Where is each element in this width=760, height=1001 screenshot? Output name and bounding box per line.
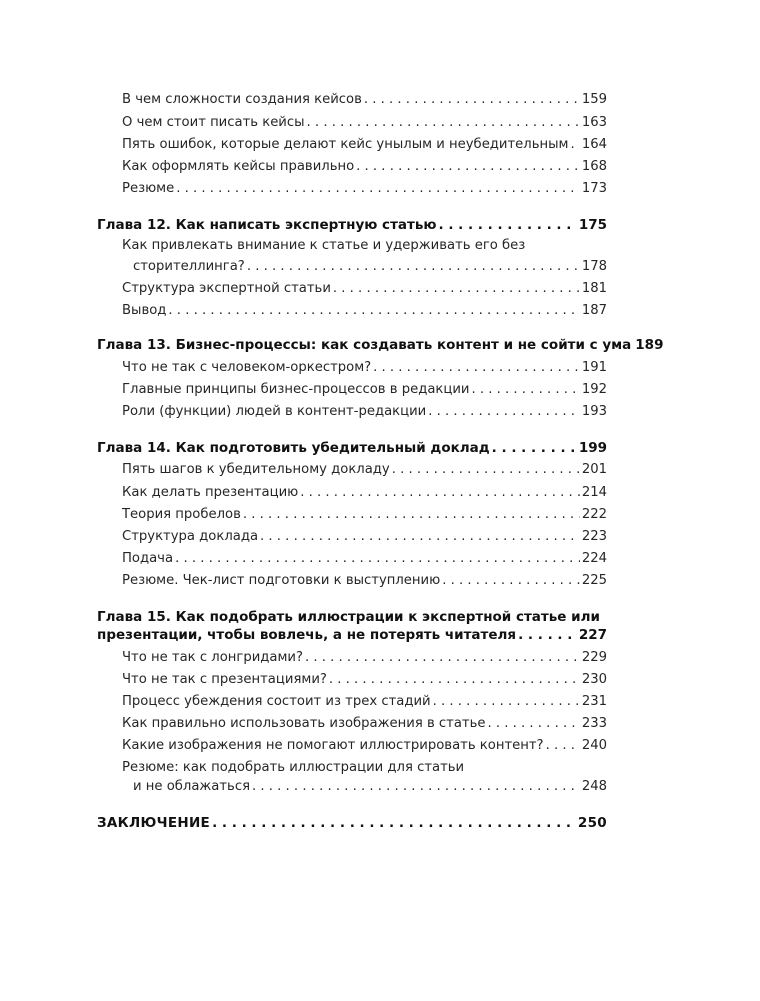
leader-dots	[175, 551, 580, 566]
toc-chapter-12	[97, 217, 607, 233]
toc-entry-title: В чем сложности создания кейсов	[122, 92, 362, 107]
toc-entry-page: 193	[581, 404, 607, 419]
leader-dots	[428, 404, 580, 419]
toc-entry-page: 240	[581, 738, 607, 753]
toc-entry	[122, 92, 607, 107]
toc-entry-title: Какие изображения не помогают иллюстрировать контент?	[122, 738, 544, 753]
leader-dots	[492, 440, 577, 456]
leader-dots	[392, 462, 580, 477]
toc-entry-page: 230	[581, 672, 607, 687]
toc-entry-page: 178	[581, 259, 607, 274]
toc-entry-page: 181	[581, 281, 607, 296]
toc-entry-title: Что не так с лонгридами?	[122, 650, 303, 665]
toc-entry-title: Резюме	[122, 181, 175, 196]
toc-entry	[122, 360, 607, 375]
toc-chapter-14	[97, 440, 607, 456]
toc-entry-page: 192	[581, 382, 607, 397]
leader-dots	[305, 650, 580, 665]
chapter-title: Глава 14. Как подготовить убедительный доклад	[97, 440, 490, 456]
toc-entry	[122, 137, 607, 152]
toc-entry	[122, 694, 607, 709]
toc-entry-title: Главные принципы бизнес-процессов в редакции	[122, 382, 470, 397]
leader-dots	[212, 815, 576, 831]
toc-entry-page: 173	[581, 181, 607, 196]
toc-entry-title: Пять шагов к убедительному докладу	[122, 462, 390, 477]
leader-dots	[488, 716, 580, 731]
toc-entry-title-line1: Как привлекать внимание к статье и удерживать его без	[122, 238, 526, 253]
toc-entry-page: 159	[581, 92, 607, 107]
toc-entry	[122, 281, 607, 296]
toc-entry-page: 233	[581, 716, 607, 731]
leader-dots	[442, 573, 580, 588]
toc-entry-title: Теория пробелов	[122, 507, 241, 522]
toc-entry-title: Структура доклада	[122, 529, 259, 544]
toc-entry-title: Что не так с человеком-оркестром?	[122, 360, 372, 375]
toc-entry-page: 225	[581, 573, 607, 588]
toc-entry-title: О чем стоит писать кейсы	[122, 115, 305, 130]
toc-entry-page: 229	[581, 650, 607, 665]
leader-dots	[433, 694, 580, 709]
chapter-page: 189	[635, 337, 664, 353]
leader-dots	[247, 259, 580, 274]
toc-entry-page: 168	[581, 159, 607, 174]
leader-dots	[260, 529, 580, 544]
toc-entry-page: 164	[581, 137, 607, 152]
toc-entry-title: Как оформлять кейсы правильно	[122, 159, 355, 174]
leader-dots	[518, 627, 577, 643]
toc-entry	[133, 779, 607, 794]
toc-entry-title: Роли (функции) людей в контент-редакции	[122, 404, 427, 419]
toc-entry	[133, 259, 607, 274]
toc-entry-title: Подача	[122, 551, 174, 566]
toc-entry	[122, 716, 607, 731]
toc-entry-page: 222	[581, 507, 607, 522]
leader-dots	[570, 137, 579, 152]
toc-entry-title: Пять ошибок, которые делают кейс унылым и неубедительным	[122, 137, 569, 152]
toc-entry-page: 248	[581, 779, 607, 794]
leader-dots	[252, 779, 580, 794]
toc-entry-page: 224	[581, 551, 607, 566]
toc-entry-title: Процесс убеждения состоит из трех стадий	[122, 694, 431, 709]
toc-entry	[122, 181, 607, 196]
toc-entry-page: 214	[581, 485, 607, 500]
leader-dots	[329, 672, 580, 687]
leader-dots	[243, 507, 580, 522]
toc-entry-page: 223	[581, 529, 607, 544]
chapter-page: 199	[578, 440, 607, 456]
toc-entry	[122, 507, 607, 522]
conclusion-title: ЗАКЛЮЧЕНИЕ	[97, 815, 211, 831]
toc-entry	[122, 115, 607, 130]
leader-dots	[356, 159, 580, 174]
toc-entry-title: Резюме. Чек-лист подготовки к выступлению	[122, 573, 441, 588]
toc-entry	[122, 404, 607, 419]
toc-entry	[122, 382, 607, 397]
toc-entry	[122, 303, 607, 318]
leader-dots	[472, 382, 580, 397]
toc-entry-title: Вывод	[122, 303, 167, 318]
toc-entry	[122, 159, 607, 174]
toc-entry	[122, 738, 607, 753]
leader-dots	[176, 181, 580, 196]
toc-entry-page: 163	[581, 115, 607, 130]
toc-conclusion	[97, 815, 607, 831]
leader-dots	[333, 281, 580, 296]
toc-entry	[122, 551, 607, 566]
toc-entry-title-line2: и не облажаться	[133, 779, 251, 794]
chapter-title-line2: презентации, чтобы вовлечь, а не потерять читателя	[97, 627, 517, 643]
leader-dots	[546, 738, 580, 753]
leader-dots	[364, 92, 580, 107]
leader-dots	[168, 303, 579, 318]
toc-entry-page: 187	[581, 303, 607, 318]
toc-entry-title-line1: Резюме: как подобрать иллюстрации для статьи	[122, 760, 465, 775]
toc-entry	[122, 529, 607, 544]
toc-entry-title: Как правильно использовать изображения в статье	[122, 716, 486, 731]
chapter-page: 175	[578, 217, 607, 233]
toc-entry-page: 201	[581, 462, 607, 477]
toc-chapter-15	[97, 627, 607, 643]
toc-entry	[122, 462, 607, 477]
chapter-page: 227	[578, 627, 607, 643]
leader-dots	[438, 217, 576, 233]
conclusion-page: 250	[577, 815, 607, 831]
toc-entry-page: 191	[581, 360, 607, 375]
chapter-title: Глава 12. Как написать экспертную статью	[97, 217, 437, 233]
toc-entry-page: 231	[581, 694, 607, 709]
chapter-title-line1: Глава 15. Как подобрать иллюстрации к экспертной статье или	[97, 609, 600, 625]
leader-dots	[300, 485, 580, 500]
toc-entry-title: Как делать презентацию	[122, 485, 299, 500]
toc-entry-title: Структура экспертной статьи	[122, 281, 331, 296]
toc-entry	[122, 672, 607, 687]
toc-entry	[122, 573, 607, 588]
leader-dots	[373, 360, 580, 375]
toc-entry-title-line2: сторителлинга?	[133, 259, 245, 274]
toc-entry	[122, 650, 607, 665]
chapter-title: Глава 13. Бизнес-процессы: как создавать контент и не сойти с ума	[97, 337, 632, 353]
toc-entry	[122, 485, 607, 500]
toc-chapter-13	[97, 337, 664, 353]
leader-dots	[307, 115, 580, 130]
toc-entry-title: Что не так с презентациями?	[122, 672, 327, 687]
